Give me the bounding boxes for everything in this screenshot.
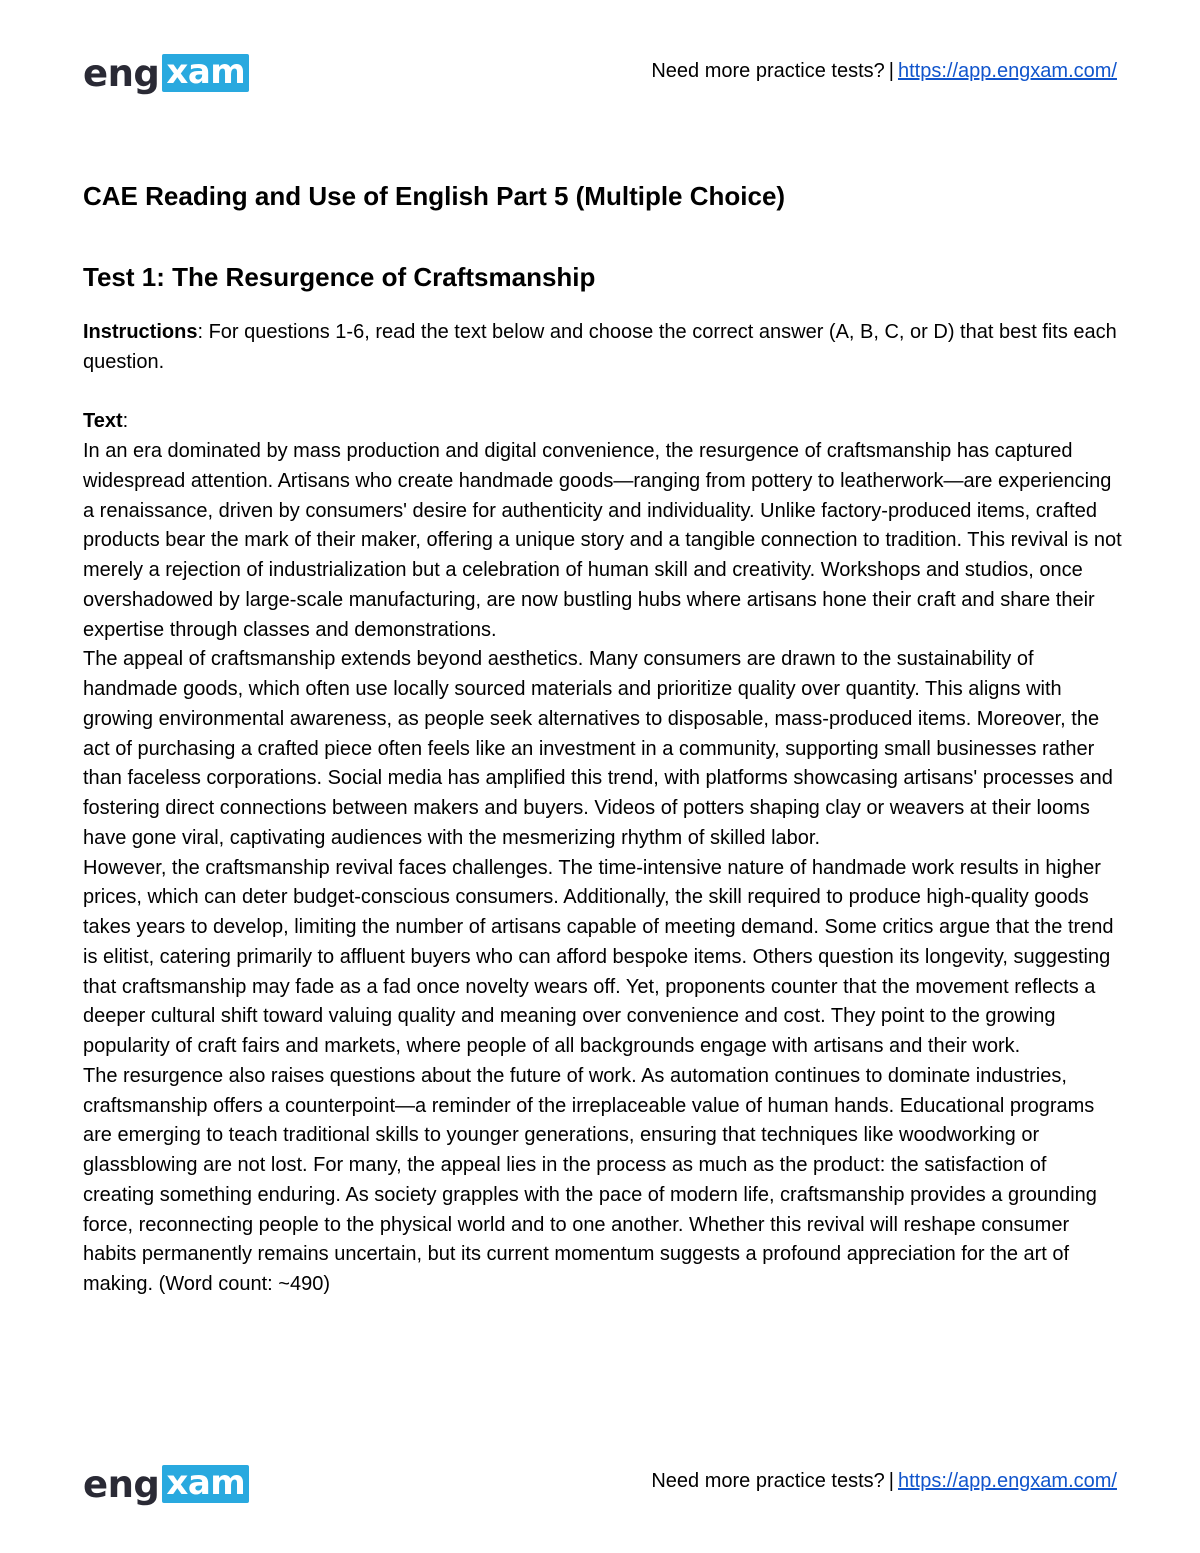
logo-eng-text: eng (83, 1462, 160, 1506)
header-logo (83, 53, 249, 93)
instructions-label: Instructions (83, 321, 198, 343)
instructions-text: : For questions 1-6, read the text below and choose the correct answer (A, B, C, or D) that best fits each question. (83, 321, 1117, 373)
logo-eng-text: eng (83, 51, 160, 95)
passage-paragraph-1: In an era dominated by mass production and digital convenience, the resurgence of craftsmanship has captured widespread attention. Artisans who create handmade goods—ranging from pottery to leatherwork—are experiencing a renaissance, driven by consumers' desire for authenticity and individuality. Unlike factory-produced items, crafted products bear the mark of their maker, offering a unique story and a tangible connection to tradition. This revival is not merely a rejection of industrialization but a celebration of human skill and creativity. Workshops and studios, once overshadowed by large-scale manufacturing, are now bustling hubs where artisans hone their craft and share their expertise through classes and demonstrations. (83, 440, 1122, 641)
header-separator: | (888, 60, 894, 82)
text-section-heading (83, 407, 128, 437)
header-tagline (651, 60, 1117, 83)
passage-paragraph-4: The resurgence also raises questions about the future of work. As automation continues to dominate industries, craftsmanship offers a counterpoint—a reminder of the irreplaceable value of human hands. Educational programs are emerging to teach traditional skills to younger generations, ensuring that techniques like woodworking or glassblowing are not lost. For many, the appeal lies in the process as much as the product: the satisfaction of creating something enduring. As society grapples with the pace of modern life, craftsmanship provides a grounding force, reconnecting people to the physical world and to one another. Whether this revival will reshape consumer habits permanently remains uncertain, but its current momentum suggests a profound appreciation for the art of making. (Word count: ~490) (83, 1064, 1097, 1295)
logo-xam-badge: xam (162, 54, 249, 92)
footer-tagline-text: Need more practice tests? (651, 1470, 885, 1492)
header-practice-link[interactable]: https://app.engxam.com/ (897, 60, 1117, 82)
footer-logo (83, 1464, 249, 1504)
text-label: Text (83, 410, 123, 432)
footer-separator: | (888, 1470, 894, 1492)
page-title: CAE Reading and Use of English Part 5 (Multiple Choice) (83, 181, 786, 211)
header-tagline-text: Need more practice tests? (651, 60, 885, 82)
passage-paragraph-2: The appeal of craftsmanship extends beyond aesthetics. Many consumers are drawn to the sustainability of handmade goods, which often use locally sourced materials and prioritize quality over quantity. This aligns with growing environmental awareness, as people seek alternatives to disposable, mass-produced items. Moreover, the act of purchasing a crafted piece often feels like an investment in a community, supporting small businesses rather than faceless corporations. Social media has amplified this trend, with platforms showcasing artisans' processes and fostering direct connections between makers and buyers. Videos of potters shaping clay or weavers at their looms have gone viral, captivating audiences with the mesmerizing rhythm of skilled labor. (83, 648, 1113, 849)
reading-passage (83, 437, 1123, 1300)
logo-xam-badge: xam (162, 1465, 249, 1503)
text-label-colon: : (122, 410, 129, 432)
test-title: Test 1: The Resurgence of Craftsmanship (83, 262, 596, 292)
passage-paragraph-3: However, the craftsmanship revival faces challenges. The time-intensive nature of handmade work results in higher prices, which can deter budget-conscious consumers. Additionally, the skill required to produce high-quality goods takes years to develop, limiting the number of artisans capable of meeting demand. Some critics argue that the trend is elitist, catering primarily to affluent buyers who can afford bespoke items. Others question its longevity, suggesting that craftsmanship may fade as a fad once novelty wears off. Yet, proponents counter that the movement reflects a deeper cultural shift toward valuing quality and meaning over convenience and cost. They point to the growing popularity of craft fairs and markets, where people of all backgrounds engage with artisans and their work. (83, 856, 1114, 1057)
footer-tagline (651, 1470, 1117, 1493)
instructions (83, 318, 1123, 378)
footer-practice-link[interactable]: https://app.engxam.com/ (897, 1470, 1117, 1492)
